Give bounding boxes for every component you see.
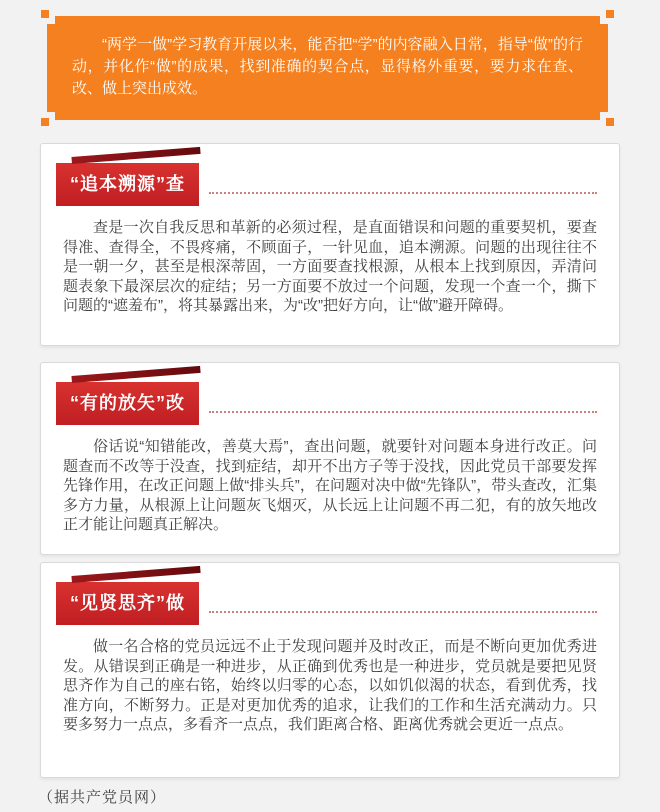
section-title: “追本溯源”查: [70, 174, 185, 194]
ribbon-fold-decoration: [71, 147, 200, 164]
intro-banner: [47, 16, 608, 120]
ribbon-fold-decoration: [71, 366, 200, 383]
dotted-divider: [209, 611, 597, 613]
section-body: 俗话说“知错能改，善莫大焉”，查出问题，就要针对问题本身进行改正。问题查而不改等于没查，找到症结，却开不出方子等于没找，因此党员干部要发挥先锋作用，在改正问题上做“排头兵”，在问题对决中做“先锋队”，带头查改，汇集多方力量，从根源上让问题灰飞烟灭，从长远上让问题不再二犯，有的放矢地改正才能让问题真正解决。: [63, 438, 597, 533]
section-header-row: [56, 582, 597, 625]
pixel-corner-decoration: [41, 10, 49, 18]
dotted-divider: [209, 192, 597, 194]
pixel-corner-decoration: [606, 118, 614, 126]
dotted-divider: [209, 411, 597, 413]
pixel-corner-decoration: [41, 118, 49, 126]
section-body: 查是一次自我反思和革新的必须过程，是直面错误和问题的重要契机，要查得准、查得全，不畏疼痛，不顾面子，一针见血，追本溯源。问题的出现往往不是一朝一夕，甚至是根深蒂固，一方面要查找根源，从根本上找到原因，弄清问题表象下最深层次的症结；另一方面要不放过一个问题，发现一个查一个，撕下问题的“遮羞布”，将其暴露出来，为“改”把好方向，让“做”避开障碍。: [63, 219, 597, 314]
pixel-corner-decoration: [606, 10, 614, 18]
section-card-zuo: [40, 562, 620, 778]
section-header-row: [56, 163, 597, 206]
section-title-ribbon: [56, 163, 199, 206]
section-title-ribbon: [56, 582, 199, 625]
section-card-cha: [40, 143, 620, 346]
intro-text: “两学一做”学习教育开展以来，能否把“学”的内容融入日常，指导“做”的行动，并化作“做”的成果，找到准确的契合点，显得格外重要，要力求在查、改、做上突出成效。: [72, 36, 583, 97]
ribbon-fold-decoration: [71, 566, 200, 583]
source-attribution: （据共产党员网）: [38, 789, 167, 806]
section-title: “见贤思齐”做: [70, 593, 185, 613]
section-title-ribbon: [56, 382, 199, 425]
section-card-gai: [40, 362, 620, 555]
section-body: 做一名合格的党员远远不止于发现问题并及时改正，而是不断向更加优秀进发。从错误到正确是一种进步，从正确到优秀也是一种进步，党员就是要把见贤思齐作为自己的座右铭，始终以归零的心态，以如饥似渴的状态，看到优秀，找准方向，不断努力。正是对更加优秀的追求，让我们的工作和生活充满动力。只要多努力一点点，多看齐一点点，我们距离合格、距离优秀就会更近一点点。: [63, 638, 597, 733]
section-header-row: [56, 382, 597, 425]
section-title: “有的放矢”改: [70, 393, 185, 413]
